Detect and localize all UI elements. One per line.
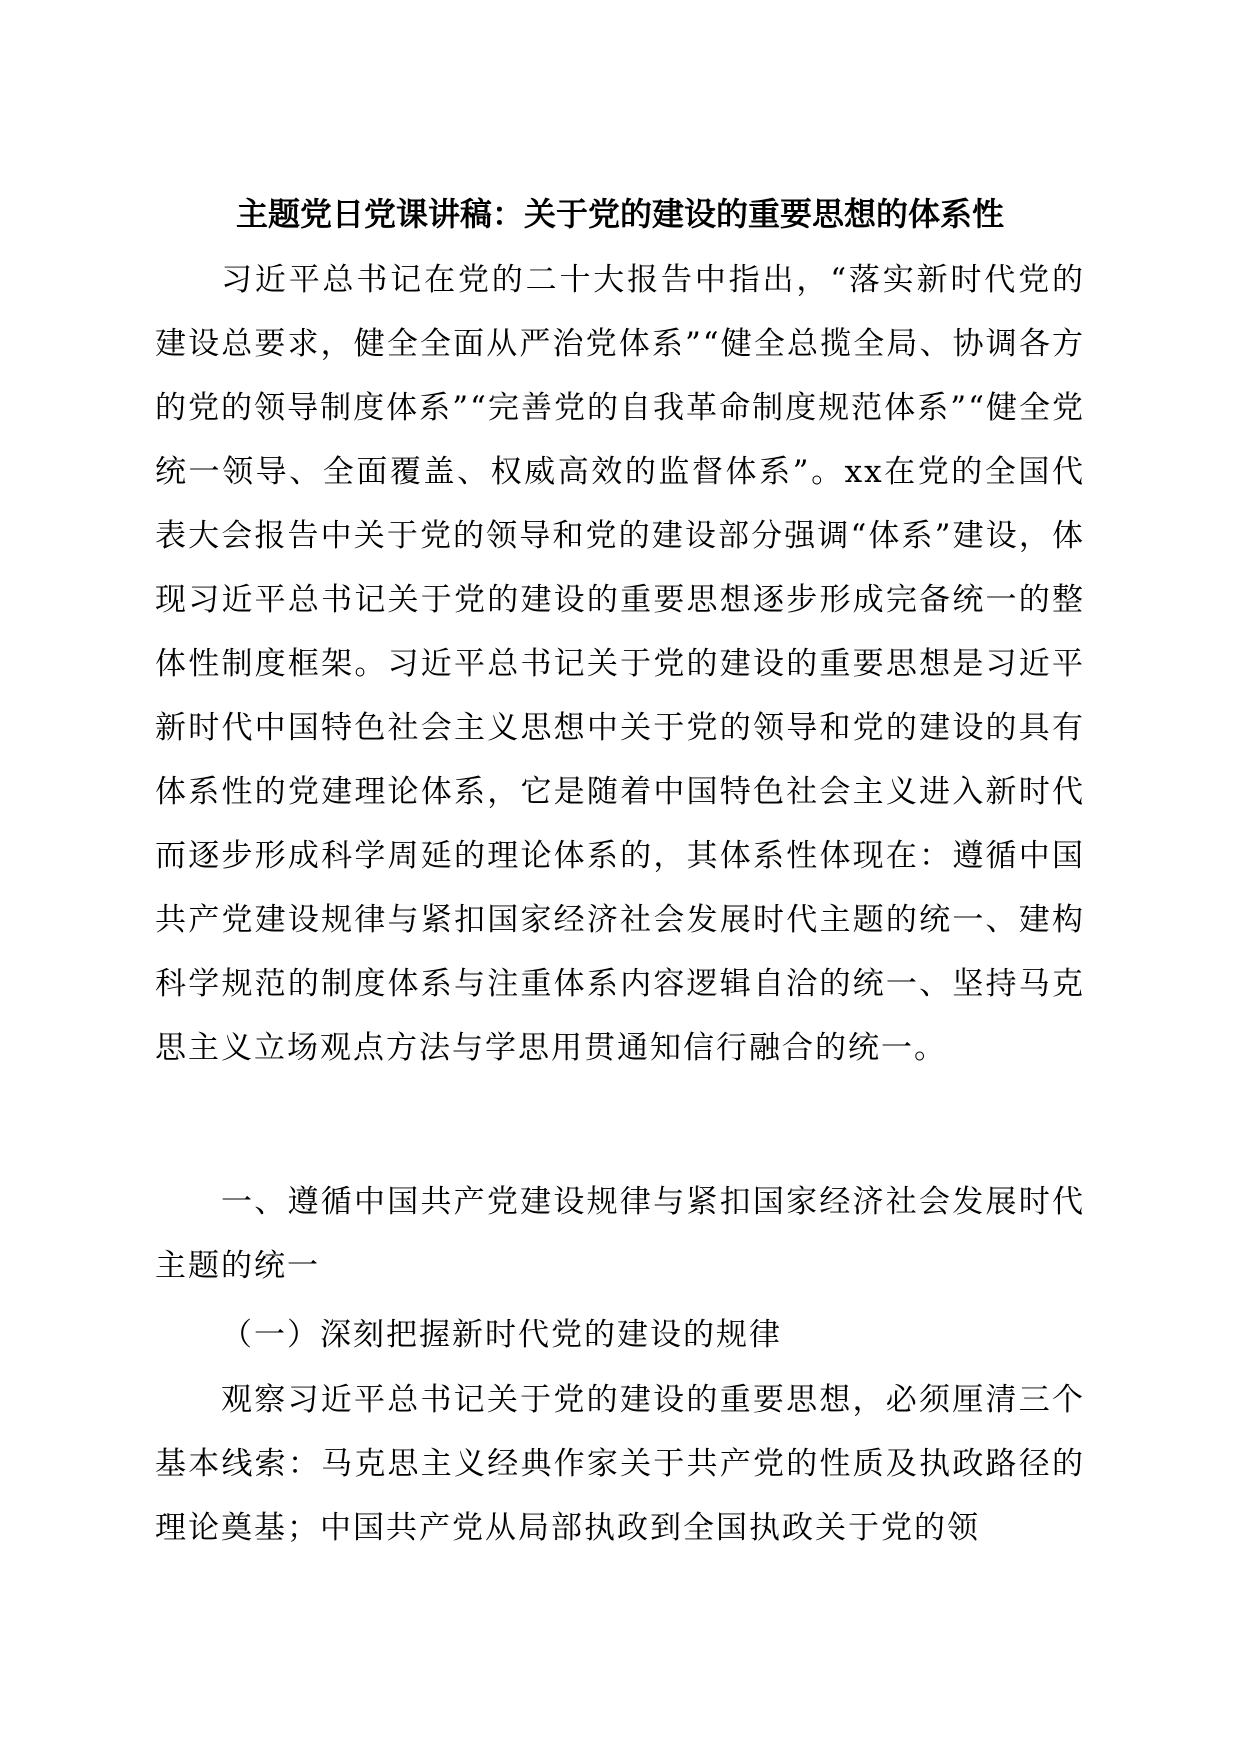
document-title: 主题党日党课讲稿：关于党的建设的重要思想的体系性 (235, 195, 1004, 233)
subsection-1-heading: （一）深刻把握新时代党的建设的规律 (221, 1317, 782, 1353)
subsection-1-paragraph: 观察习近平总书记关于党的建设的重要思想，必须厘清三个基本线索：马克思主义经典作家关于共产党的性质及执政路径的理论奠基；中国共产党从局部执政到全国执政关于党的领 (155, 1382, 1085, 1546)
intro-paragraph: 习近平总书记在党的二十大报告中指出，“落实新时代党的建设总要求，健全全面从严治党体系”“健全总揽全局、协调各方的党的领导制度体系”“完善党的自我革命制度规范体系”“健全党统一领导、全面覆盖、权威高效的监督体系”。xx在党的全国代表大会报告中关于党的领导和党的建设部分强调“体系”建设，体现习近平总书记关于党的建设的重要思想逐步形成完备统一的整体性制度框架。习近平总书记关于党的建设的重要思想是习近平新时代中国特色社会主义思想中关于党的领导和党的建设的具有体系性的党建理论体系，它是随着中国特色社会主义进入新时代而逐步形成科学周延的理论体系的，其体系性体现在：遵循中国共产党建设规律与紧扣国家经济社会发展时代主题的统一、建构科学规范的制度体系与注重体系内容逻辑自洽的统一、坚持马克思主义立场观点方法与学思用贯通知信行融合的统一。 (155, 262, 1085, 1066)
section-1-heading: 一、遵循中国共产党建设规律与紧扣国家经济社会发展时代主题的统一 (155, 1184, 1085, 1284)
